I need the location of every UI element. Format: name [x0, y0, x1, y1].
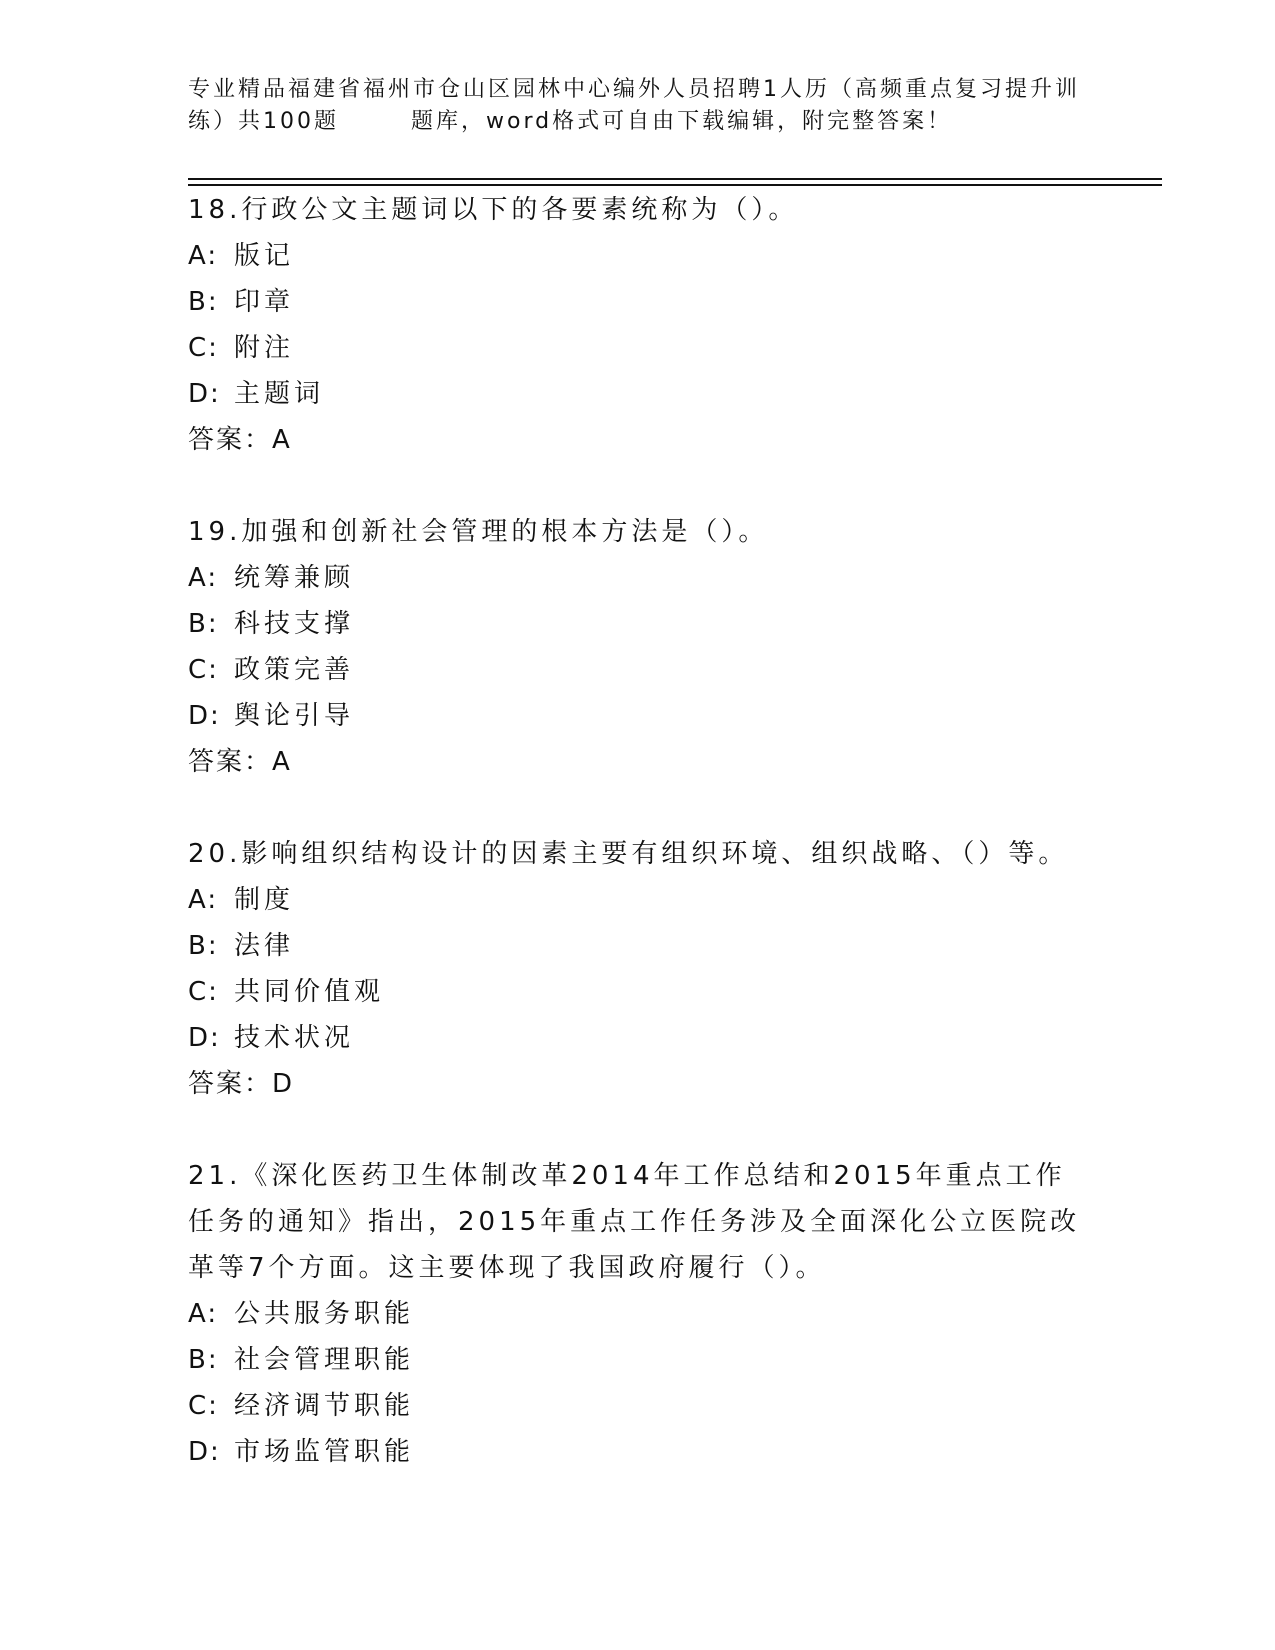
option-letter: C: [188, 1391, 219, 1421]
option-letter: D: [188, 1023, 221, 1053]
option-d [188, 693, 1088, 739]
option-letter: D: [188, 1437, 221, 1467]
question-stem: 18.行政公文主题词以下的各要素统称为（）。 [188, 195, 799, 225]
option-b [188, 279, 1088, 325]
answer-line: 答案：A [188, 425, 292, 455]
option-letter: A: [188, 1299, 219, 1329]
option-c [188, 647, 1088, 693]
option-text: 科技支撑 [234, 609, 355, 639]
option-d [188, 1429, 1088, 1475]
option-c [188, 969, 1088, 1015]
document-header [188, 74, 1088, 138]
question-stem: 20.影响组织结构设计的因素主要有组织环境、组织战略、（）等。 [188, 839, 1069, 869]
option-text: 主题词 [234, 379, 325, 409]
option-text: 公共服务职能 [234, 1299, 415, 1329]
option-letter: C: [188, 333, 219, 363]
option-text: 市场监管职能 [234, 1437, 415, 1467]
question-item [188, 831, 1088, 1107]
option-letter: B: [188, 931, 219, 961]
option-text: 社会管理职能 [234, 1345, 415, 1375]
option-letter: B: [188, 609, 219, 639]
option-a [188, 877, 1088, 923]
option-c [188, 325, 1088, 371]
option-c [188, 1383, 1088, 1429]
option-text: 经济调节职能 [234, 1391, 415, 1421]
option-text: 印章 [234, 287, 295, 317]
option-letter: C: [188, 977, 219, 1007]
option-letter: A: [188, 241, 219, 271]
option-a [188, 1291, 1088, 1337]
option-b [188, 601, 1088, 647]
option-b [188, 923, 1088, 969]
option-text: 制度 [234, 885, 295, 915]
header-line-2-part-2: 题库，word格式可自由下载编辑，附完整答案！ [411, 109, 953, 134]
question-item [188, 187, 1088, 463]
question-list [188, 187, 1088, 1475]
option-text: 附注 [234, 333, 295, 363]
option-letter: D: [188, 701, 221, 731]
option-letter: A: [188, 563, 219, 593]
question-stem: 21.《深化医药卫生体制改革2014年工作总结和2015年重点工作任务的通知》指出，2015年重点工作任务涉及全面深化公立医院改革等7个方面。这主要体现了我国政府履行（）。 [188, 1161, 1081, 1283]
header-line-2-part-1: 练）共100题 [188, 109, 339, 134]
question-stem: 19.加强和创新社会管理的根本方法是（）。 [188, 517, 769, 547]
option-d [188, 1015, 1088, 1061]
option-text: 技术状况 [234, 1023, 355, 1053]
header-divider-bottom [188, 184, 1162, 186]
question-item [188, 1153, 1088, 1475]
answer-line: 答案：D [188, 1069, 295, 1099]
option-b [188, 1337, 1088, 1383]
header-divider-top [188, 178, 1162, 180]
option-letter: A: [188, 885, 219, 915]
option-d [188, 371, 1088, 417]
option-text: 统筹兼顾 [234, 563, 355, 593]
option-letter: B: [188, 1345, 219, 1375]
option-letter: D: [188, 379, 221, 409]
option-text: 政策完善 [234, 655, 355, 685]
option-letter: B: [188, 287, 219, 317]
header-line-2 [188, 106, 1088, 138]
question-item [188, 509, 1088, 785]
answer-line: 答案：A [188, 747, 292, 777]
option-text: 舆论引导 [234, 701, 355, 731]
option-text: 法律 [234, 931, 295, 961]
option-a [188, 555, 1088, 601]
header-line-1: 专业精品福建省福州市仓山区园林中心编外人员招聘1人历（高频重点复习提升训 [188, 77, 1080, 102]
option-letter: C: [188, 655, 219, 685]
option-text: 版记 [234, 241, 295, 271]
option-a [188, 233, 1088, 279]
option-text: 共同价值观 [234, 977, 385, 1007]
